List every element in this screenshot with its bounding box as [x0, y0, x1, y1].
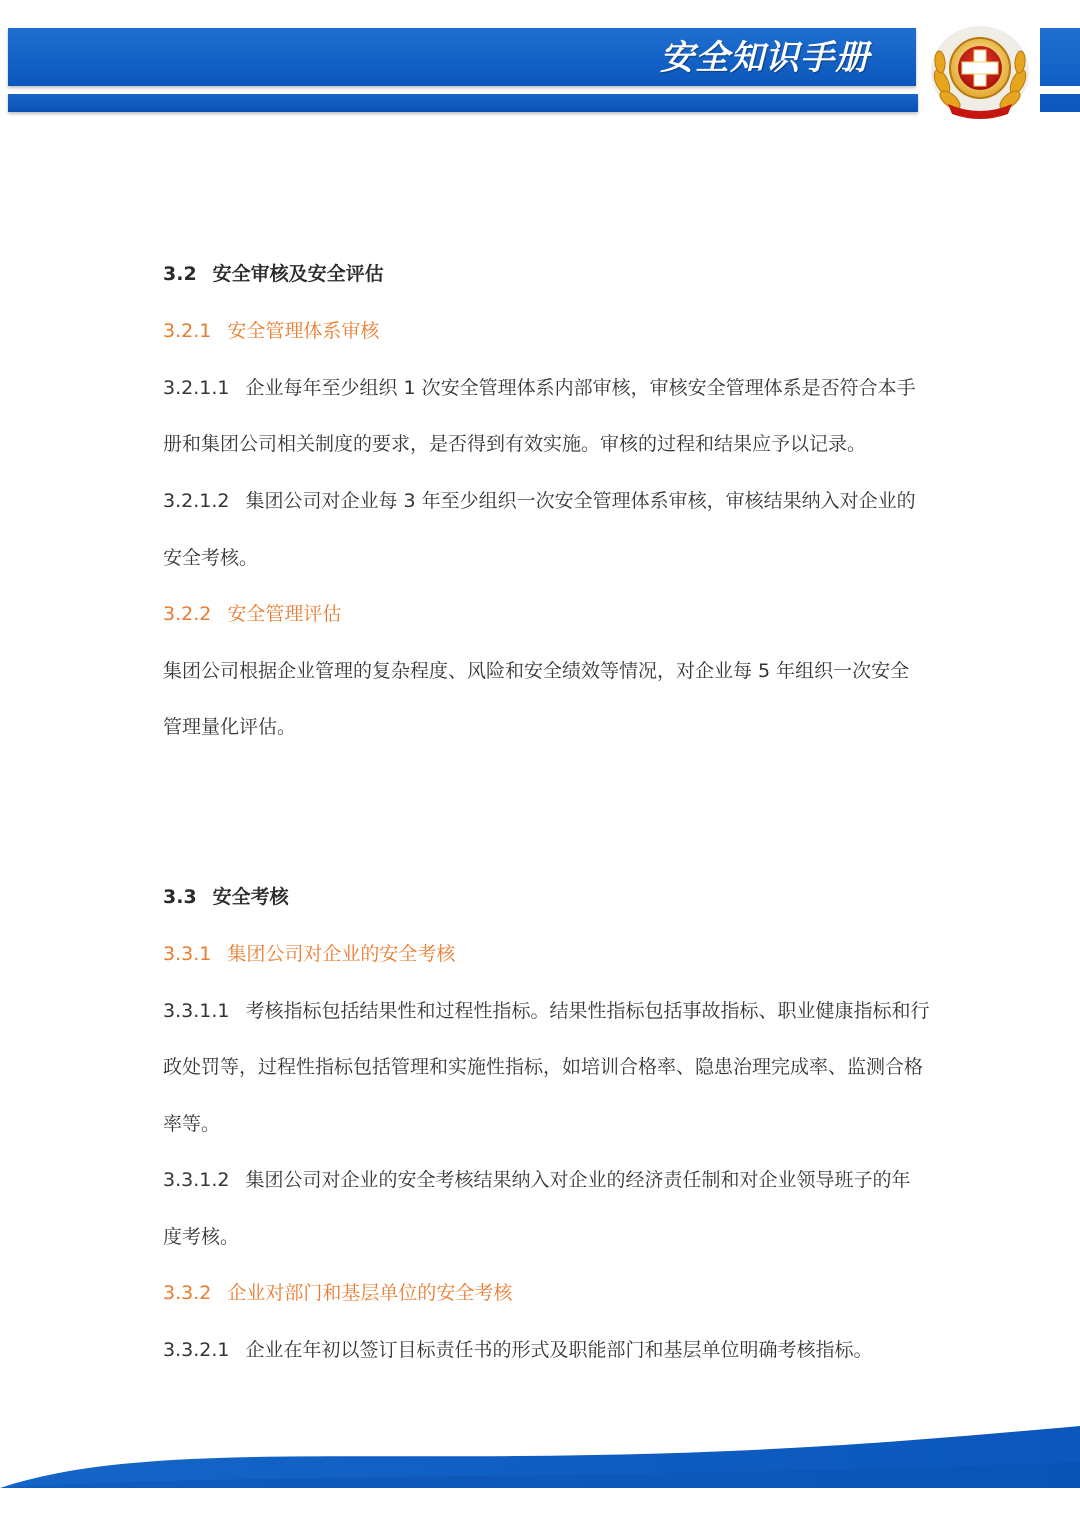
subsection-heading-3-2-1: [163, 318, 379, 344]
paragraph-3-3-1-1-line-3: 率等。: [163, 1113, 221, 1135]
paragraph-3-3-2-1-line-1: [163, 1337, 873, 1363]
clause-number: 3.2.1.1: [163, 377, 230, 399]
paragraph-text: 考核指标包括结果性和过程性指标。结果性指标包括事故指标、职业健康指标和行: [245, 1000, 930, 1022]
paragraph-text: 集团公司对企业的安全考核结果纳入对企业的经济责任制和对企业领导班子的年: [245, 1169, 911, 1191]
subsection-title: 安全管理评估: [227, 603, 342, 625]
paragraph-3-2-1-1-line-1: [163, 375, 916, 401]
subsection-heading-3-2-2: [163, 601, 341, 627]
paragraph-3-3-1-1-line-1: [163, 998, 930, 1024]
paragraph-3-3-1-1-line-2: 政处罚等，过程性指标包括管理和实施性指标，如培训合格率、隐患治理完成率、监测合格: [163, 1056, 924, 1078]
header-right-gap: [1040, 86, 1080, 94]
paragraph-3-2-2-line-1: 集团公司根据企业管理的复杂程度、风险和安全绩效等情况，对企业每 5 年组织一次安全: [163, 660, 910, 682]
header-underline-bar: [8, 94, 918, 112]
paragraph-text: 集团公司对企业每 3 年至少组织一次安全管理体系审核，审核结果纳入对企业的: [245, 490, 916, 512]
paragraph-3-2-1-2-line-2: 安全考核。: [163, 547, 259, 569]
safety-cross-emblem-icon: [928, 20, 1032, 120]
subsection-title: 安全管理体系审核: [227, 320, 380, 342]
section-number: 3.3: [163, 886, 197, 908]
paragraph-3-3-1-2-line-2: 度考核。: [163, 1226, 240, 1248]
subsection-number: 3.2.1: [163, 320, 212, 342]
header-right-block: [1040, 28, 1080, 112]
clause-number: 3.2.1.2: [163, 490, 230, 512]
paragraph-text: 企业在年初以签订目标责任书的形式及职能部门和基层单位明确考核指标。: [245, 1339, 873, 1361]
clause-number: 3.3.1.2: [163, 1169, 230, 1191]
section-heading-3-2: [163, 261, 384, 287]
subsection-number: 3.3.1: [163, 943, 212, 965]
handbook-title: 安全知识手册: [660, 38, 870, 78]
section-heading-3-3: [163, 884, 289, 910]
subsection-title: 集团公司对企业的安全考核: [227, 943, 456, 965]
paragraph-text: 企业每年至少组织 1 次安全管理体系内部审核，审核安全管理体系是否符合本手: [245, 377, 916, 399]
clause-number: 3.3.2.1: [163, 1339, 230, 1361]
paragraph-3-3-1-2-line-1: [163, 1167, 911, 1193]
section-number: 3.2: [163, 263, 197, 285]
paragraph-3-2-1-2-line-1: [163, 488, 916, 514]
clause-number: 3.3.1.1: [163, 1000, 230, 1022]
subsection-number: 3.3.2: [163, 1282, 212, 1304]
paragraph-3-2-1-1-line-2: 册和集团公司相关制度的要求，是否得到有效实施。审核的过程和结果应予以记录。: [163, 433, 867, 455]
subsection-heading-3-3-1: [163, 941, 455, 967]
section-title: 安全考核: [212, 886, 289, 908]
paragraph-3-2-2-line-2: 管理量化评估。: [163, 716, 297, 738]
subsection-number: 3.2.2: [163, 603, 212, 625]
footer-wave-decoration: [0, 1418, 1080, 1527]
section-title: 安全审核及安全评估: [212, 263, 384, 285]
subsection-title: 企业对部门和基层单位的安全考核: [227, 1282, 513, 1304]
subsection-heading-3-3-2: [163, 1280, 512, 1306]
